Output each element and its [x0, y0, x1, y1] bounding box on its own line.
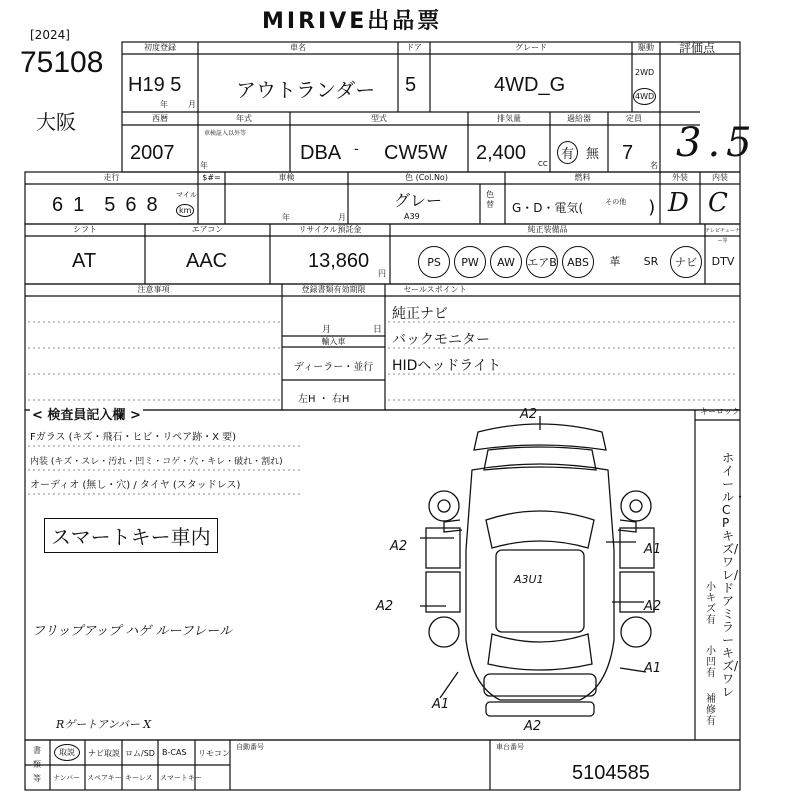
- docs-label-char: 等: [33, 774, 41, 783]
- shaken-year-unit: 年: [282, 213, 290, 222]
- handle-option: 左H ・ 右H: [298, 394, 350, 405]
- label-tv: テレビチューナー等: [705, 228, 740, 244]
- footer-item: ロム/SD: [125, 749, 155, 758]
- aircon-value: AAC: [186, 250, 228, 272]
- plate-label: 自動番号: [236, 743, 264, 751]
- label-turbo: 過給器: [567, 114, 591, 123]
- mileage-digit: 8: [146, 194, 158, 216]
- inspection-line: オーディオ (無し・穴) / タイヤ (スタッドレス): [30, 480, 241, 491]
- chassis-label: 車台番号: [496, 743, 524, 751]
- damage-mark: A1: [432, 697, 450, 712]
- inspection-line: 内装 (キズ・スレ・汚れ・凹ミ・コゲ・穴・キレ・破れ・割れ): [30, 457, 283, 467]
- sales-point: 純正ナビ: [392, 306, 448, 322]
- label-western-year: 西暦: [152, 114, 168, 123]
- docs-label: [30, 744, 44, 786]
- year-tag: [2024]: [30, 28, 70, 42]
- shift-value: AT: [72, 250, 97, 272]
- docs-label-char: 類: [33, 760, 41, 769]
- side-text-1: ホイール・CPキズ/ワレ/ドアミラーキズ/ワレ: [722, 451, 747, 699]
- lot-number: 75108: [20, 46, 104, 79]
- equip-aw: AW: [490, 246, 522, 278]
- label-door: ドア: [406, 43, 422, 52]
- label-recycle: リサイクル預託金: [298, 225, 362, 234]
- handwritten-note: Rゲートアンバー X: [56, 718, 152, 731]
- shaken-month-unit: 月: [338, 213, 346, 222]
- footer-item: ナビ取説: [88, 749, 120, 758]
- car-diagram: [376, 407, 680, 740]
- label-model-type: 型式: [371, 114, 387, 123]
- yen-unit: 円: [378, 269, 386, 278]
- year-unit: 年: [160, 100, 168, 109]
- color-number: A39: [404, 212, 420, 221]
- label-import: 輸入車: [321, 337, 346, 346]
- drive-4wd-circled: 4WD: [633, 88, 656, 105]
- label-mileage: 走行: [103, 173, 120, 182]
- smart-key-note: スマートキー車内: [44, 518, 218, 553]
- sheet-title: MIRIVE出品票: [262, 9, 443, 34]
- month-unit: 月: [188, 100, 196, 109]
- label-displacement: 排気量: [497, 114, 521, 123]
- equip-leather: 革: [609, 255, 621, 268]
- displacement-value: 2,400: [476, 142, 527, 164]
- side-text-4: 補修有: [706, 694, 716, 727]
- seats-unit: 名: [650, 161, 658, 170]
- cc-unit: CC: [538, 160, 548, 168]
- reg-month: 月: [322, 325, 332, 335]
- mile-unit: マイル: [176, 191, 197, 199]
- nen-unit: 年: [200, 161, 208, 170]
- label-km-prefix: $#=: [202, 173, 221, 182]
- label-seats: 定員: [626, 114, 642, 123]
- doors-value: 5: [405, 74, 417, 96]
- color-change-label: 色替: [486, 190, 494, 209]
- label-equipment: 純正装備品: [527, 225, 568, 234]
- label-fuel: 燃料: [574, 173, 591, 182]
- inspection-line: Fガラス (キズ・飛石・ヒビ・リペア跡・X 要): [30, 432, 237, 443]
- label-grade: グレード: [515, 43, 547, 52]
- turbo-yes-circled: 有: [557, 141, 578, 164]
- label-color: 色 (Col.No): [405, 173, 448, 182]
- model-dash: -: [354, 140, 359, 156]
- label-reg-doc: 登録書類有効期限: [301, 285, 366, 294]
- turbo-no: 無: [586, 147, 600, 162]
- drive-2wd: 2WD: [635, 68, 655, 77]
- dealer-option: ディーラー・並行: [294, 362, 374, 373]
- color-value: グレー: [394, 191, 443, 210]
- side-text-2: 小キズ有: [706, 582, 716, 626]
- damage-mark: A3U1: [514, 573, 544, 586]
- sales-point: HIDヘッドライト: [392, 358, 502, 374]
- label-score: 評価点: [678, 41, 715, 55]
- equip-dtv: DTV: [711, 254, 735, 268]
- mileage-digit: 6: [52, 194, 64, 216]
- label-shaken-year: 年式: [236, 114, 252, 123]
- label-model-name: 車名: [290, 43, 306, 52]
- reg-day: 日: [373, 325, 383, 335]
- score-value: 3.5: [676, 120, 758, 166]
- handwritten-note: フリップアップ ハゲ ルーフレール: [32, 624, 232, 639]
- interior-grade: C: [708, 188, 728, 218]
- footer-manual-circled: 取説: [54, 744, 80, 761]
- footer-item: リモコン: [198, 749, 230, 758]
- location: 大阪: [36, 110, 76, 134]
- inspection-title: < 検査員記入欄 >: [30, 404, 143, 423]
- damage-mark: A1: [644, 661, 662, 676]
- equip-sr: SR: [643, 254, 659, 268]
- label-drive: 駆動: [638, 43, 654, 52]
- fuel-options-text: G・D・電気(: [512, 201, 584, 215]
- label-shift: シフト: [73, 225, 97, 234]
- chassis-number: 5104585: [572, 762, 650, 784]
- equip-abs: ABS: [562, 246, 594, 278]
- equip-pw: PW: [454, 246, 486, 278]
- key-lock-label: キーロック: [700, 407, 740, 416]
- seats-value: 7: [622, 142, 634, 164]
- damage-mark: A2: [520, 407, 538, 422]
- mileage-digit: 1: [73, 194, 85, 216]
- label-exterior: 外装: [672, 173, 688, 182]
- fuel-other: その他: [605, 197, 627, 206]
- equip-airbag: エアB: [526, 246, 558, 278]
- reg-note: 車検証入以外等: [204, 130, 247, 137]
- docs-label-char: 書: [33, 746, 41, 755]
- label-first-reg: 初度登録: [144, 43, 176, 52]
- western-year-value: 2007: [130, 142, 175, 164]
- label-caution: 注意事項: [137, 285, 170, 294]
- label-sales: セールスポイント: [403, 285, 467, 294]
- label-shaken: 車検: [278, 173, 295, 182]
- label-aircon: エアコン: [191, 225, 224, 234]
- damage-mark: A2: [376, 599, 394, 614]
- sales-point: バックモニター: [392, 332, 490, 348]
- mileage-digits: [52, 194, 158, 217]
- model-name-value: アウトランダー: [236, 80, 376, 102]
- recycle-value: 13,860: [308, 250, 370, 272]
- footer-item: スマートキー: [160, 774, 202, 782]
- equip-ps: PS: [418, 246, 450, 278]
- fuel-options: [512, 197, 655, 218]
- grade-value: 4WD_G: [494, 74, 566, 96]
- footer-item: スペアキー: [87, 774, 122, 782]
- mileage-digit: 5: [104, 194, 116, 216]
- model-code: CW5W: [384, 142, 448, 164]
- footer-item: ナンバー: [53, 774, 81, 782]
- model-prefix: DBA: [300, 142, 342, 164]
- equip-navi: ナビ: [670, 246, 702, 278]
- damage-mark: A2: [390, 539, 408, 554]
- fuel-close: ): [648, 197, 656, 218]
- km-unit-circled: km: [176, 204, 194, 217]
- first-reg-value: H19 5: [128, 74, 182, 96]
- damage-mark: A2: [524, 719, 542, 734]
- mileage-digit: 6: [125, 194, 137, 216]
- side-text-3: 小凹有: [706, 646, 716, 679]
- exterior-grade: D: [668, 188, 689, 218]
- damage-mark: A1: [644, 542, 662, 557]
- damage-mark: A2: [644, 599, 662, 614]
- footer-item: B-CAS: [162, 748, 187, 757]
- footer-item: キーレス: [125, 774, 153, 782]
- label-interior: 内装: [712, 173, 728, 182]
